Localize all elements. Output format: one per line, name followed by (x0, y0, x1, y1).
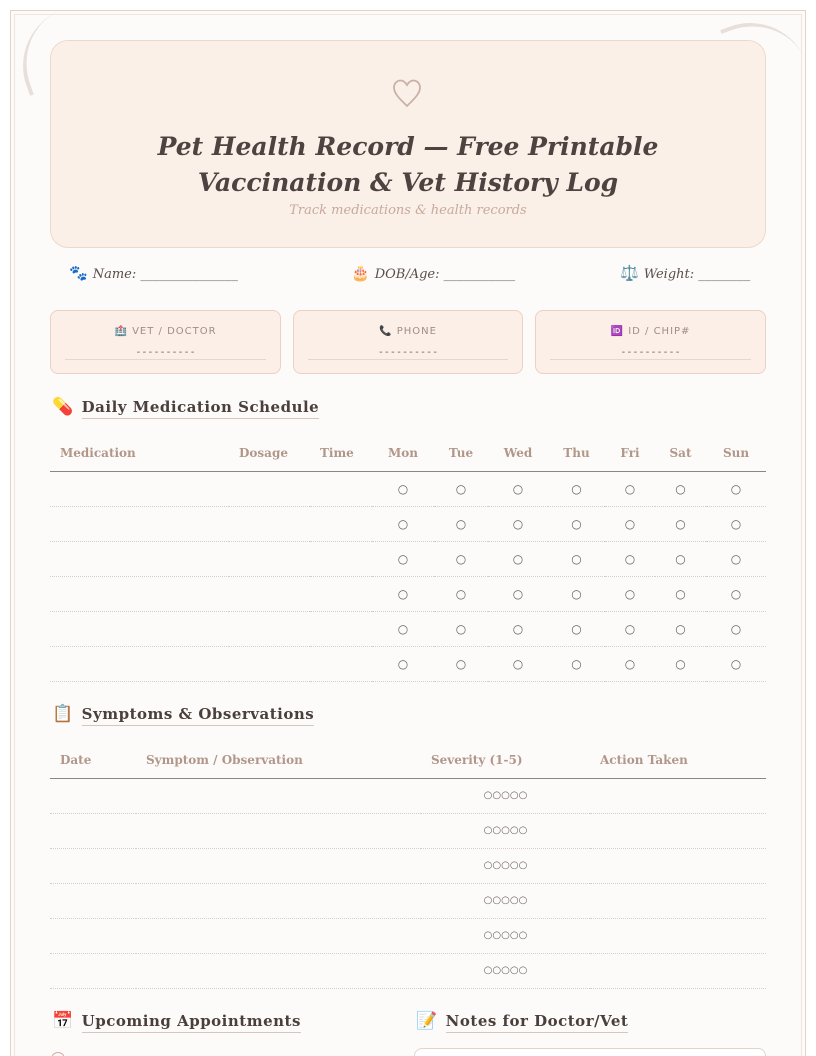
col-symptom: Symptom / Observation (136, 742, 421, 778)
severity-cell[interactable]: ○○○○○ (421, 883, 590, 918)
day-checkbox[interactable]: ○ (706, 506, 766, 541)
phone-field[interactable]: ---------- (308, 347, 508, 360)
col-thu: Thu (548, 435, 605, 471)
col-tue: Tue (434, 435, 488, 471)
day-checkbox[interactable]: ○ (434, 646, 488, 681)
dosage-cell[interactable] (229, 646, 310, 681)
day-checkbox[interactable]: ○ (372, 471, 434, 506)
memo-icon: 📝 (416, 1011, 438, 1031)
day-checkbox[interactable]: ○ (372, 506, 434, 541)
col-action: Action Taken (590, 742, 766, 778)
symptom-cell[interactable] (136, 883, 421, 918)
day-checkbox[interactable]: ○ (706, 471, 766, 506)
day-checkbox[interactable]: ○ (488, 576, 548, 611)
medication-header-row (50, 435, 766, 471)
severity-cell[interactable]: ○○○○○ (421, 778, 590, 813)
time-cell[interactable] (310, 541, 372, 576)
symptom-cell[interactable] (136, 778, 421, 813)
day-checkbox[interactable]: ○ (434, 541, 488, 576)
pill-icon: 💊 (52, 397, 74, 417)
day-checkbox[interactable]: ○ (372, 576, 434, 611)
time-cell[interactable] (310, 646, 372, 681)
medication-row (50, 646, 766, 681)
col-sun: Sun (706, 435, 766, 471)
id-label: 🆔 ID / CHIP# (610, 326, 691, 337)
dob-field[interactable] (351, 264, 515, 282)
action-cell[interactable] (590, 918, 766, 953)
day-checkbox[interactable]: ○ (605, 541, 655, 576)
page-title: Pet Health Record — Free Printable Vaccination & Vet History Log (157, 132, 659, 197)
symptom-cell[interactable] (136, 953, 421, 988)
action-cell[interactable] (590, 813, 766, 848)
dosage-cell[interactable] (229, 506, 310, 541)
dob-label: DOB/Age: ___________ (374, 267, 516, 282)
day-checkbox[interactable]: ○ (548, 576, 605, 611)
day-checkbox[interactable]: ○ (605, 506, 655, 541)
day-checkbox[interactable]: ○ (655, 541, 706, 576)
time-cell[interactable] (310, 611, 372, 646)
day-checkbox[interactable]: ○ (372, 541, 434, 576)
symptom-row (50, 778, 766, 813)
medication-row (50, 541, 766, 576)
date-cell[interactable] (50, 813, 136, 848)
phone-box (293, 310, 523, 374)
day-checkbox[interactable]: ○ (548, 541, 605, 576)
dosage-cell[interactable] (229, 611, 310, 646)
day-checkbox[interactable]: ○ (655, 576, 706, 611)
action-cell[interactable] (590, 953, 766, 988)
appointments-heading: 📅 Upcoming Appointments (52, 1011, 301, 1031)
col-dosage: Dosage (229, 435, 310, 471)
clipboard-icon: 📋 (52, 704, 74, 724)
symptoms-heading: 📋 Symptoms & Observations (52, 704, 315, 724)
calendar-icon: 📅 (52, 1011, 74, 1031)
col-time: Time (310, 435, 372, 471)
dosage-cell[interactable] (229, 471, 310, 506)
symptom-row (50, 883, 766, 918)
phone-label: 📞 PHONE (379, 326, 437, 337)
day-checkbox[interactable]: ○ (372, 646, 434, 681)
symptom-row (50, 813, 766, 848)
vet-field[interactable]: ---------- (65, 347, 266, 360)
severity-cell[interactable]: ○○○○○ (421, 813, 590, 848)
day-checkbox[interactable]: ○ (706, 646, 766, 681)
day-checkbox[interactable]: ○ (655, 471, 706, 506)
page-subtitle: Track medications & health records (289, 203, 527, 218)
medication-row (50, 506, 766, 541)
notes-heading: 📝 Notes for Doctor/Vet (416, 1011, 629, 1031)
heart-icon (391, 77, 423, 109)
symptom-row (50, 848, 766, 883)
time-cell[interactable] (310, 471, 372, 506)
day-checkbox[interactable]: ○ (548, 506, 605, 541)
notes-field[interactable] (414, 1048, 766, 1056)
col-sat: Sat (655, 435, 706, 471)
col-mon: Mon (372, 435, 434, 471)
severity-cell[interactable]: ○○○○○ (421, 918, 590, 953)
medication-heading: 💊 Daily Medication Schedule (52, 397, 320, 417)
day-checkbox[interactable]: ○ (706, 541, 766, 576)
day-checkbox[interactable]: ○ (434, 506, 488, 541)
day-checkbox[interactable]: ○ (706, 576, 766, 611)
action-cell[interactable] (590, 883, 766, 918)
day-checkbox[interactable]: ○ (655, 506, 706, 541)
day-checkbox[interactable]: ○ (488, 541, 548, 576)
symptom-cell[interactable] (136, 813, 421, 848)
date-cell[interactable] (50, 883, 136, 918)
day-checkbox[interactable]: ○ (488, 471, 548, 506)
action-cell[interactable] (590, 848, 766, 883)
day-checkbox[interactable]: ○ (605, 471, 655, 506)
date-cell[interactable] (50, 918, 136, 953)
col-wed: Wed (488, 435, 548, 471)
symptom-row (50, 918, 766, 953)
severity-cell[interactable]: ○○○○○ (421, 953, 590, 988)
day-checkbox[interactable]: ○ (548, 646, 605, 681)
time-cell[interactable] (310, 576, 372, 611)
cake-icon: 🎂 (351, 264, 370, 282)
day-checkbox[interactable]: ○ (434, 611, 488, 646)
symptom-cell[interactable] (136, 918, 421, 953)
col-date: Date (50, 742, 136, 778)
name-label: Name: _______________ (92, 267, 238, 282)
id-box (535, 310, 766, 374)
medication-row (50, 471, 766, 506)
day-checkbox[interactable]: ○ (488, 646, 548, 681)
day-checkbox[interactable]: ○ (434, 576, 488, 611)
day-checkbox[interactable]: ○ (548, 611, 605, 646)
medication-table (50, 435, 766, 682)
medication-cell[interactable] (50, 646, 229, 681)
day-checkbox[interactable]: ○ (548, 471, 605, 506)
day-checkbox[interactable]: ○ (706, 611, 766, 646)
day-checkbox[interactable]: ○ (605, 611, 655, 646)
vet-label: 🏥 VET / DOCTOR (114, 326, 217, 337)
symptoms-table (50, 742, 766, 989)
id-field[interactable]: ---------- (550, 347, 751, 360)
medication-row (50, 611, 766, 646)
medication-row (50, 576, 766, 611)
medication-cell[interactable] (50, 471, 229, 506)
weight-field[interactable] (620, 264, 750, 282)
paw-icon: 🐾 (69, 264, 88, 282)
day-checkbox[interactable]: ○ (488, 506, 548, 541)
phone-icon: 📞 (379, 326, 393, 337)
day-checkbox[interactable]: ○ (605, 576, 655, 611)
date-cell[interactable] (50, 848, 136, 883)
dosage-cell[interactable] (229, 541, 310, 576)
medication-cell[interactable] (50, 506, 229, 541)
day-checkbox[interactable]: ○ (372, 611, 434, 646)
severity-cell[interactable]: ○○○○○ (421, 848, 590, 883)
day-checkbox[interactable]: ○ (488, 611, 548, 646)
col-severity: Severity (1-5) (421, 742, 590, 778)
day-checkbox[interactable]: ○ (605, 646, 655, 681)
day-checkbox[interactable]: ○ (434, 471, 488, 506)
date-cell[interactable] (50, 778, 136, 813)
header-card (50, 40, 766, 248)
day-checkbox[interactable]: ○ (655, 611, 706, 646)
action-cell[interactable] (590, 778, 766, 813)
day-checkbox[interactable]: ○ (655, 646, 706, 681)
name-field[interactable] (69, 264, 238, 282)
time-cell[interactable] (310, 506, 372, 541)
medication-cell[interactable] (50, 611, 229, 646)
id-icon: 🆔 (610, 326, 624, 337)
weight-label: Weight: ________ (643, 267, 751, 282)
col-fri: Fri (605, 435, 655, 471)
hospital-icon: 🏥 (114, 326, 128, 337)
medication-cell[interactable] (50, 576, 229, 611)
symptom-cell[interactable] (136, 848, 421, 883)
vet-box (50, 310, 281, 374)
dosage-cell[interactable] (229, 576, 310, 611)
col-medication: Medication (50, 435, 229, 471)
scale-icon: ⚖️ (620, 264, 639, 282)
symptoms-header-row (50, 742, 766, 778)
date-cell[interactable] (50, 953, 136, 988)
symptom-row (50, 953, 766, 988)
medication-cell[interactable] (50, 541, 229, 576)
